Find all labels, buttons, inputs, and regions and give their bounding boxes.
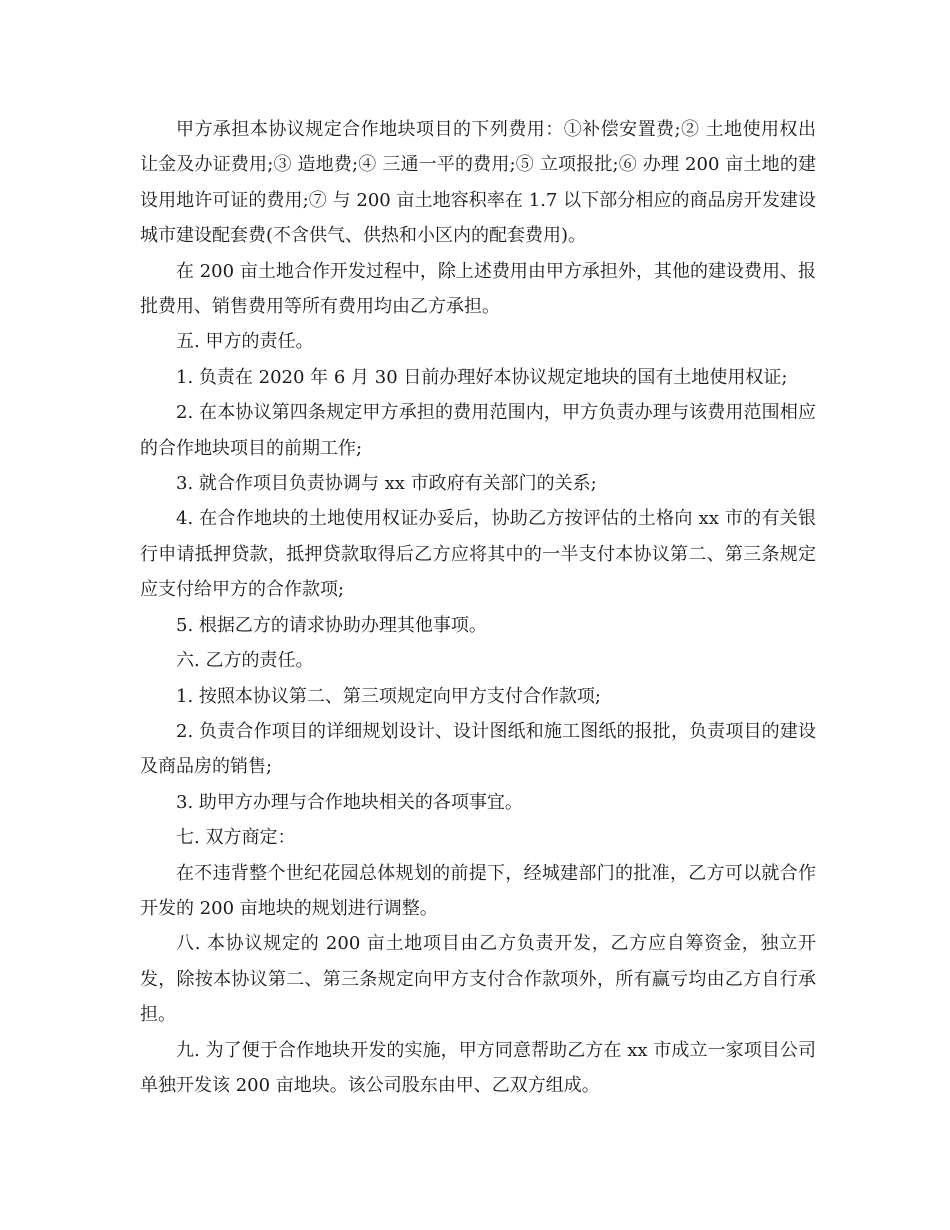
list-item: 2. 负责合作项目的详细规划设计、设计图纸和施工图纸的报批，负责项目的建设及商品房的销售;: [140, 720, 816, 778]
section-8-paragraph: 八. 本协议规定的 200 亩土地项目由乙方负责开发，乙方应自筹资金，独立开发，除按本协议第二、第三条规定向甲方支付合作款项外，所有赢亏均由乙方自行承担。: [140, 933, 816, 1026]
section-heading-7: 七. 双方商定：: [176, 827, 296, 849]
paragraph-fees-party-b: 在 200 亩土地合作开发过程中，除上述费用由甲方承担外，其他的建设费用、报批费用、销售费用等所有费用均由乙方承担。: [140, 260, 816, 318]
list-item: 1. 按照本协议第二、第三项规定向甲方支付合作款项;: [176, 685, 601, 707]
list-item: 3. 助甲方办理与合作地块相关的各项事宜。: [176, 791, 523, 813]
section-heading-6: 六. 乙方的责任。: [176, 650, 314, 672]
document-body: [140, 112, 816, 1103]
list-item: 1. 负责在 2020 年 6 月 30 日前办理好本协议规定地块的国有土地使用权证;: [176, 366, 788, 388]
section-heading-5: 五. 甲方的责任。: [176, 331, 314, 353]
list-item: 5. 根据乙方的请求协助办理其他事项。: [176, 614, 487, 636]
section-9-paragraph: 九. 为了便于合作地块开发的实施，甲方同意帮助乙方在 xx 市成立一家项目公司单独开发该 200 亩地块。该公司股东由甲、乙双方组成。: [140, 1039, 816, 1096]
list-item: 2. 在本协议第四条规定甲方承担的费用范围内，甲方负责办理与该费用范围相应的合作地块项目的前期工作;: [140, 402, 816, 459]
list-item: 4. 在合作地块的土地使用权证办妥后，协助乙方按评估的土格向 xx 市的有关银行申请抵押贷款，抵押贷款取得后乙方应将其中的一半支付本协议第二、第三条规定应支付给甲方的合作款项;: [140, 508, 816, 601]
paragraph-fees-party-a: 甲方承担本协议规定合作地块项目的下列费用：①补偿安置费;② 土地使用权出让金及办证费用;③ 造地费;④ 三通一平的费用;⑤ 立项报批;⑥ 办理 200 亩土地的建设用地许可证的费用;⑦ 与 200 亩土地容积率在 1.7 以下部分相应的商品房开发建设城市建设配套费(不含供气、供热和小区内的配套费用)。: [140, 119, 816, 247]
list-item: 3. 就合作项目负责协调与 xx 市政府有关部门的关系;: [176, 473, 597, 495]
paragraph-planning-adjustment: 在不违背整个世纪花园总体规划的前提下，经城建部门的批准，乙方可以就合作开发的 200 亩地块的规划进行调整。: [140, 862, 816, 919]
